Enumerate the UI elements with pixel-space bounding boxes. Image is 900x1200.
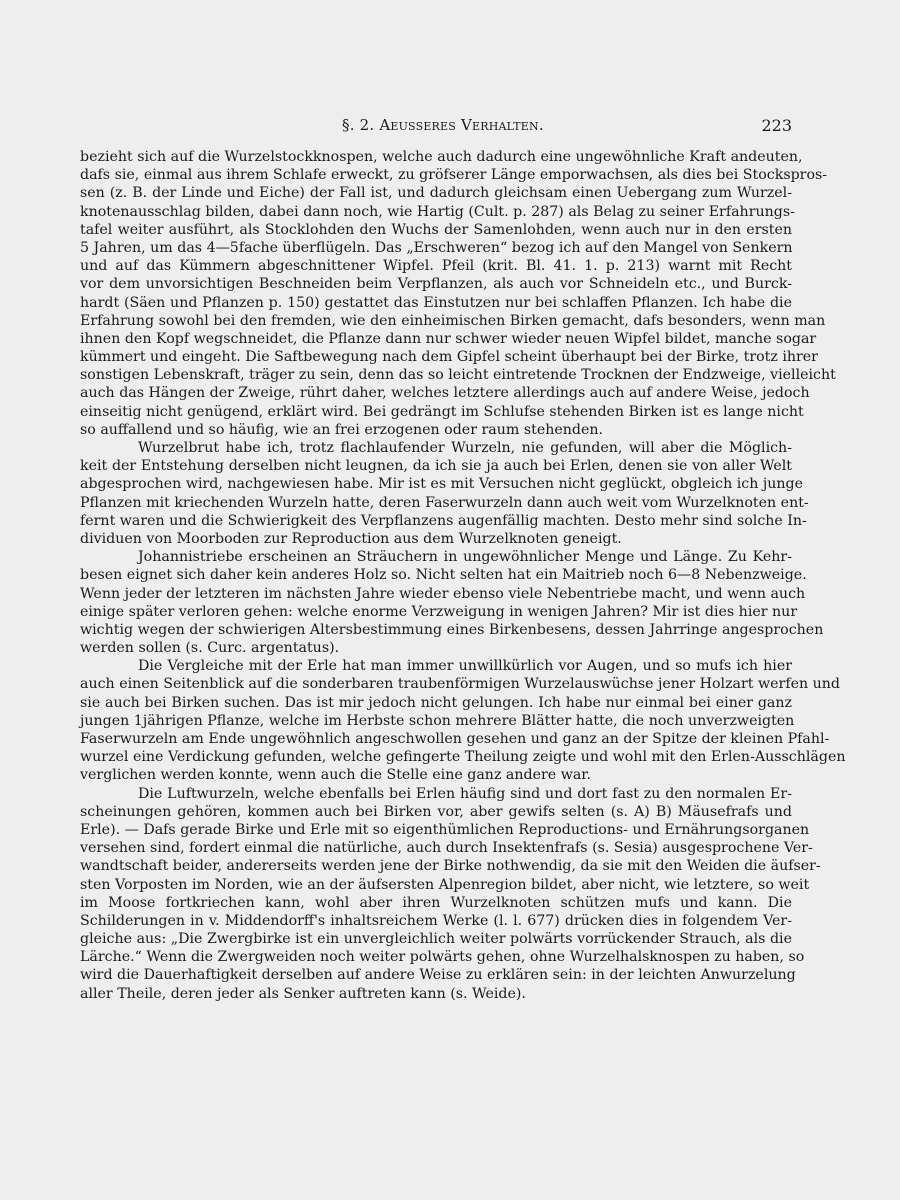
text-line: Die Luftwurzeln, welche ebenfalls bei Erlen häufig sind und dort fast zu den normalen Er- xyxy=(138,785,792,802)
text-line: sen (z. B. der Linde und Eiche) der Fall ist, und dadurch gleichsam einen Uebergang zum Wurzel- xyxy=(80,185,792,202)
text-line: vor dem unvorsichtigen Beschneiden beim Verpflanzen, als auch vor Schneideln etc., und Burck- xyxy=(80,276,792,293)
text-line: Schilderungen in v. Middendorff's inhaltsreichem Werke (l. l. 677) drücken dies in folgendem Ver- xyxy=(80,912,792,929)
text-line: auch das Hängen der Zweige, rührt daher, welches letztere allerdings auch auf andere Weise, jedoch xyxy=(80,385,810,402)
text-line: versehen sind, fordert einmal die natürliche, auch durch Insektenfrafs (s. Sesia) ausgesprochene Ver- xyxy=(80,840,813,857)
text-line: Wurzelbrut habe ich, trotz flachlaufender Wurzeln, nie gefunden, will aber die Möglich- xyxy=(138,440,792,456)
text-line: 5 Jahren, um das 4—5fache überflügeln. Das „Erschweren“ bezog ich auf den Mangel von Senkern xyxy=(80,239,793,256)
text-line: verglichen werden konnte, wenn auch die Stelle eine ganz andere war. xyxy=(80,767,592,784)
text-line: Wenn jeder der letzteren im nächsten Jahre wieder ebenso viele Nebentriebe macht, und wenn auch xyxy=(80,585,806,602)
text-line: und auf das Kümmern abgeschnittener Wipfel. Pfeil (krit. Bl. 41. 1. p. 213) warnt mit Recht xyxy=(80,258,792,275)
text-line: Erfahrung sowohl bei den fremden, wie den einheimischen Birken gemacht, dafs besonders, wenn man xyxy=(80,312,826,329)
text-line: jungen 1jährigen Pflanze, welche im Herbste schon mehrere Blätter hatte, die noch unverzweigten xyxy=(80,712,795,729)
text-line: werden sollen (s. Curc. argentatus). xyxy=(80,640,340,657)
text-line: tafel weiter ausführt, als Stocklohden den Wuchs der Samenlohden, wenn auch nur in den ersten xyxy=(80,221,792,238)
text-line: Pflanzen mit kriechenden Wurzeln hatte, deren Faserwurzeln dann auch weit vom Wurzelknoten ent- xyxy=(80,494,809,511)
text-line: einige später verloren gehen: welche enorme Verzweigung in wenigen Jahren? Mir ist dies hier nur xyxy=(80,603,798,620)
text-line: aller Theile, deren jeder als Senker auftreten kann (s. Weide). xyxy=(80,985,526,1002)
text-line: Die Vergleiche mit der Erle hat man immer unwillkürlich vor Augen, und so mufs ich hier xyxy=(138,658,792,675)
text-line: wichtig wegen der schwierigen Altersbestimmung eines Birkenbesens, dessen Jahrringe angesprochen xyxy=(80,621,824,638)
text-line: im Moose fortkriechen kann, wohl aber ihren Wurzelknoten schützen mufs und kann. Die xyxy=(80,894,792,911)
text-line: wurzel eine Verdickung gefunden, welche gefingerte Theilung zeigte und wohl mit den Erlen-Ausschlägen xyxy=(80,749,846,766)
text-line: scheinungen gehören, kommen auch bei Birken vor, aber gewifs selten (s. A) B) Mäusefrafs und xyxy=(80,803,792,820)
text-line: sten Vorposten im Norden, wie an der äufsersten Alpenregion bildet, aber nicht, wie letztere, so weit xyxy=(80,876,810,893)
body-text xyxy=(80,148,846,1003)
page-number: 223 xyxy=(761,116,792,135)
text-line: Lärche.“ Wenn die Zwergweiden noch weiter polwärts gehen, ohne Wurzelhalsknospen zu haben, so xyxy=(80,949,805,966)
text-line: sonstigen Lebenskraft, träger zu sein, denn das so leicht eintretende Trocknen der Endzweige, vielleicht xyxy=(80,367,836,384)
text-line: knotenausschlag bilden, dabei dann noch, wie Hartig (Cult. p. 287) als Belag zu seiner Erfahrungs- xyxy=(80,203,795,220)
text-line: wird die Dauerhaftigkeit derselben auf andere Weise zu erklären sein: in der leichten Anwurzelung xyxy=(80,967,796,984)
text-line: dividuen von Moorboden zur Reproduction aus dem Wurzelknoten geneigt. xyxy=(80,530,622,547)
text-line: gleiche aus: „Die Zwergbirke ist ein unvergleichlich weiter polwärts vorrückender Strauch, als die xyxy=(80,931,792,948)
text-line: fernt waren und die Schwierigkeit des Verpflanzens augenfällig machten. Desto mehr sind solche In- xyxy=(80,512,807,529)
text-line: kümmert und eingeht. Die Saftbewegung nach dem Gipfel scheint überhaupt bei der Birke, trotz ihrer xyxy=(80,349,818,366)
text-line: Faserwurzeln am Ende ungewöhnlich angeschwollen gesehen und ganz an der Spitze der kleinen Pfahl- xyxy=(80,731,830,747)
text-line: Johannistriebe erscheinen an Sträuchern in ungewöhnlicher Menge und Länge. Zu Kehr- xyxy=(138,549,792,566)
text-line: hardt (Säen und Pflanzen p. 150) gestattet das Einstutzen nur bei schlaffen Pflanzen. Ich habe die xyxy=(80,294,792,311)
text-line: sie auch bei Birken suchen. Das ist mir jedoch nicht gelungen. Ich habe nur einmal bei einer ganz xyxy=(80,694,792,711)
text-line: einseitig nicht genügend, erklärt wird. Bei gedrängt im Schlufse stehenden Birken ist es lange nicht xyxy=(80,403,804,420)
text-line: abgesprochen wird, nachgewiesen habe. Mir ist es mit Versuchen nicht geglückt, obgleich ich junge xyxy=(80,476,804,493)
text-line: so auffallend und so häufig, wie an frei erzogenen oder raum stehenden. xyxy=(80,421,604,438)
text-line: keit der Entstehung derselben nicht leugnen, da ich sie ja auch bei Erlen, denen sie von aller Welt xyxy=(80,458,792,475)
text-line: wandtschaft beider, andererseits werden jene der Birke nothwendig, da sie mit den Weiden die äufser- xyxy=(80,858,821,875)
text-line: besen eignet sich daher kein anderes Holz so. Nicht selten hat ein Maitrieb noch 6—8 Nebenzweige. xyxy=(80,567,807,584)
text-line: auch einen Seitenblick auf die sonderbaren traubenförmigen Wurzelauswüchse jener Holzart werfen und xyxy=(80,676,840,693)
text-line: dafs sie, einmal aus ihrem Schlafe erweckt, zu gröfserer Länge emporwachsen, als dies bei Stockspros- xyxy=(80,167,828,184)
running-head: §. 2. Aeusseres Verhalten. xyxy=(342,116,544,134)
text-line: bezieht sich auf die Wurzelstockknospen, welche auch dadurch eine ungewöhnliche Kraft andeuten, xyxy=(80,149,803,165)
page-header xyxy=(80,116,792,138)
text-line: ihnen den Kopf wegschneidet, die Pflanze dann nur schwer wieder neuen Wipfel bildet, manche sogar xyxy=(80,330,817,347)
text-line: Erle). — Dafs gerade Birke und Erle mit so eigenthümlichen Reproductions- und Ernährungsorganen xyxy=(80,821,810,838)
